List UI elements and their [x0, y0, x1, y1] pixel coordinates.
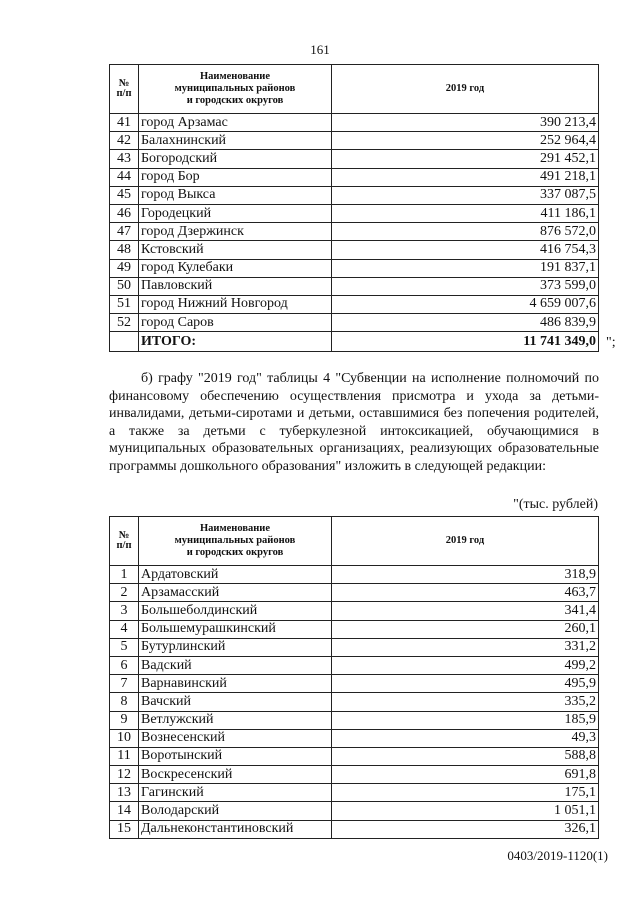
cell-name: Арзамасский [139, 584, 332, 602]
cell-name: Дальнеконстантиновский [139, 820, 332, 838]
cell-value: 291 452,1 [332, 150, 599, 168]
cell-num: 6 [110, 656, 139, 674]
cell-num: 13 [110, 784, 139, 802]
cell-name: Большемурашкинский [139, 620, 332, 638]
cell-name: Бутурлинский [139, 638, 332, 656]
cell-name: город Кулебаки [139, 259, 332, 277]
header-year: 2019 год [332, 65, 599, 114]
table-header-row [110, 65, 599, 114]
cell-value: 390 213,4 [332, 114, 599, 132]
cell-num: 1 [110, 566, 139, 584]
table-row [110, 277, 599, 295]
cell-num: 9 [110, 711, 139, 729]
cell-value: 341,4 [332, 602, 599, 620]
table-row [110, 114, 599, 132]
cell-num: 12 [110, 766, 139, 784]
table-body [110, 566, 599, 839]
cell-value: 691,8 [332, 766, 599, 784]
table-row [110, 241, 599, 259]
table-row [110, 223, 599, 241]
cell-num: 2 [110, 584, 139, 602]
cell-value: 495,9 [332, 675, 599, 693]
cell-num: 5 [110, 638, 139, 656]
table-row [110, 784, 599, 802]
table-row [110, 820, 599, 838]
cell-num: 51 [110, 295, 139, 313]
cell-name: Городецкий [139, 204, 332, 222]
table-row [110, 602, 599, 620]
cell-value: 175,1 [332, 784, 599, 802]
table-row [110, 675, 599, 693]
cell-name: Воротынский [139, 747, 332, 765]
cell-num: 43 [110, 150, 139, 168]
cell-name: Вачский [139, 693, 332, 711]
total-value: 11 741 349,0 [332, 332, 599, 352]
table-row [110, 150, 599, 168]
table-row [110, 802, 599, 820]
table-row [110, 766, 599, 784]
table-row [110, 259, 599, 277]
cell-num: 15 [110, 820, 139, 838]
amendment-paragraph [109, 370, 599, 476]
table-row [110, 295, 599, 313]
cell-num: 3 [110, 602, 139, 620]
cell-name: Балахнинский [139, 132, 332, 150]
cell-name: город Нижний Новгород [139, 295, 332, 313]
cell-name: Ветлужский [139, 711, 332, 729]
cell-num: 52 [110, 314, 139, 332]
header-year: 2019 год [332, 517, 599, 566]
cell-value: 335,2 [332, 693, 599, 711]
table-row [110, 132, 599, 150]
cell-value: 373 599,0 [332, 277, 599, 295]
cell-value: 337 087,5 [332, 186, 599, 204]
cell-name: Вознесенский [139, 729, 332, 747]
document-code: 0403/2019-1120(1) [507, 848, 608, 863]
cell-name: город Дзержинск [139, 223, 332, 241]
table-row [110, 204, 599, 222]
cell-name: Богородский [139, 150, 332, 168]
cell-value: 1 051,1 [332, 802, 599, 820]
cell-value: 491 218,1 [332, 168, 599, 186]
table-body [110, 114, 599, 352]
cell-num: 8 [110, 693, 139, 711]
header-num: № п/п [110, 517, 139, 566]
cell-name: город Саров [139, 314, 332, 332]
cell-name: Большеболдинский [139, 602, 332, 620]
cell-num: 49 [110, 259, 139, 277]
cell-num: 47 [110, 223, 139, 241]
cell-value: 4 659 007,6 [332, 295, 599, 313]
cell-name: город Выкса [139, 186, 332, 204]
cell-value: 331,2 [332, 638, 599, 656]
total-row [110, 332, 599, 352]
table-row [110, 566, 599, 584]
header-num: № п/п [110, 65, 139, 114]
cell-value: 876 572,0 [332, 223, 599, 241]
budget-table-1 [109, 64, 599, 352]
table-row [110, 314, 599, 332]
cell-value: 463,7 [332, 584, 599, 602]
page-number: 161 [310, 42, 330, 57]
cell-name: город Бор [139, 168, 332, 186]
cell-num [110, 332, 139, 352]
cell-name: Ардатовский [139, 566, 332, 584]
cell-name: Воскресенский [139, 766, 332, 784]
paragraph-text: б) графу "2019 год" таблицы 4 "Субвенции на исполнение полномочий по финансовому обеспечению осуществления присмотра и ухода за детьми-инвалидами, детьми-сиротами и детьми, оставшимися без попечения родителей, а также за детьми с туберкулезной интоксикацией, обучающимися в муниципальных образовательных организациях, реализующих образовательные программы дошкольного образования" изложить в следующей редакции: [109, 371, 599, 474]
header-name: Наименование муниципальных районов и городских округов [139, 65, 332, 114]
cell-value: 416 754,3 [332, 241, 599, 259]
table-header-row [110, 517, 599, 566]
cell-num: 11 [110, 747, 139, 765]
table-row [110, 584, 599, 602]
table-row [110, 638, 599, 656]
budget-table-2 [109, 516, 599, 839]
table-row [110, 186, 599, 204]
cell-value: 49,3 [332, 729, 599, 747]
cell-num: 41 [110, 114, 139, 132]
cell-value: 191 837,1 [332, 259, 599, 277]
cell-name: Кстовский [139, 241, 332, 259]
cell-value: 252 964,4 [332, 132, 599, 150]
table-row [110, 656, 599, 674]
cell-num: 50 [110, 277, 139, 295]
cell-num: 45 [110, 186, 139, 204]
cell-value: 185,9 [332, 711, 599, 729]
cell-num: 42 [110, 132, 139, 150]
cell-num: 48 [110, 241, 139, 259]
table-row [110, 168, 599, 186]
table-row [110, 620, 599, 638]
table-row [110, 711, 599, 729]
cell-value: 499,2 [332, 656, 599, 674]
cell-name: Вадский [139, 656, 332, 674]
cell-value: 411 186,1 [332, 204, 599, 222]
cell-name: Варнавинский [139, 675, 332, 693]
table-row [110, 729, 599, 747]
cell-name: Володарский [139, 802, 332, 820]
table-row [110, 693, 599, 711]
cell-value: 260,1 [332, 620, 599, 638]
cell-value: 318,9 [332, 566, 599, 584]
cell-num: 14 [110, 802, 139, 820]
cell-value: 588,8 [332, 747, 599, 765]
cell-num: 44 [110, 168, 139, 186]
cell-num: 7 [110, 675, 139, 693]
cell-num: 10 [110, 729, 139, 747]
table-row [110, 747, 599, 765]
header-name: Наименование муниципальных районов и городских округов [139, 517, 332, 566]
cell-num: 4 [110, 620, 139, 638]
cell-name: Гагинский [139, 784, 332, 802]
units-label: "(тыс. рублей) [513, 497, 598, 512]
cell-name: Павловский [139, 277, 332, 295]
total-label: ИТОГО: [139, 332, 332, 352]
cell-name: город Арзамас [139, 114, 332, 132]
closing-quote-mark: "; [606, 335, 616, 350]
cell-num: 46 [110, 204, 139, 222]
cell-value: 326,1 [332, 820, 599, 838]
cell-value: 486 839,9 [332, 314, 599, 332]
